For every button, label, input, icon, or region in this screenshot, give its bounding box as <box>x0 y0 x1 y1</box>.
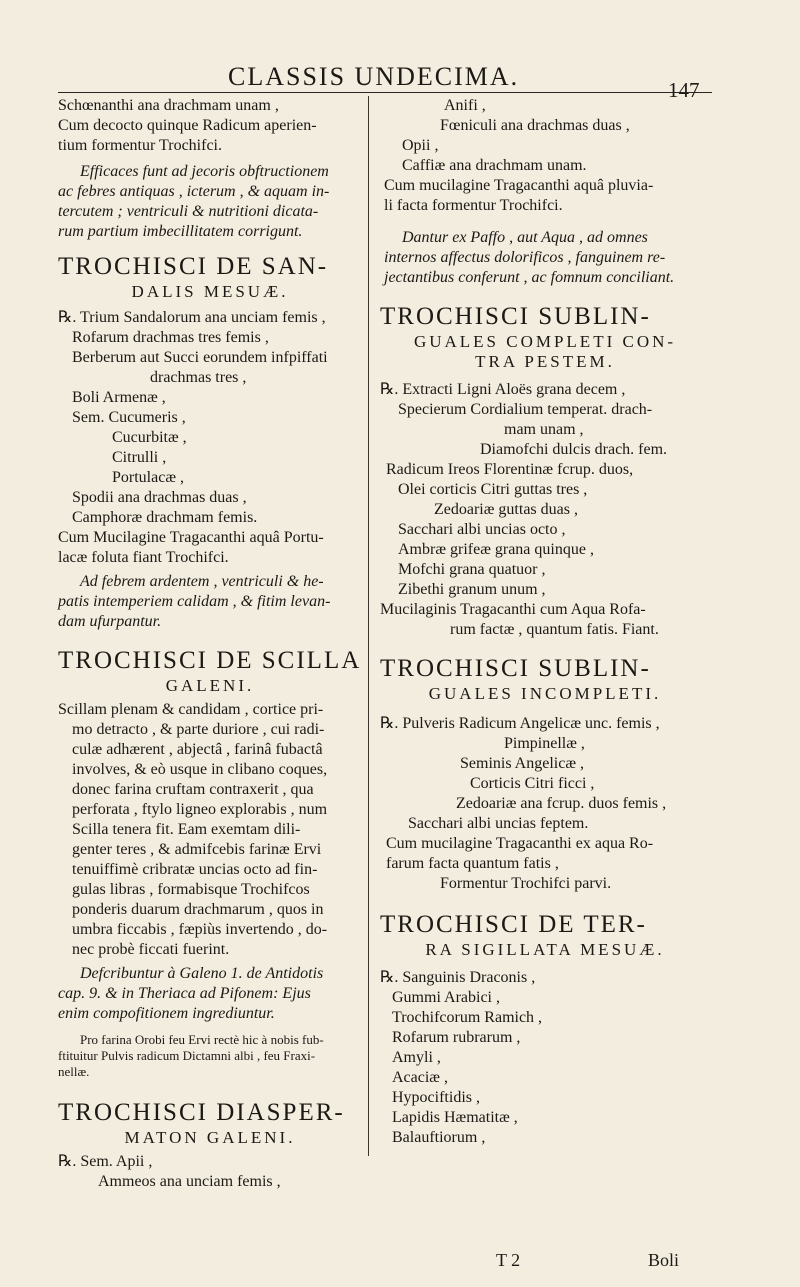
left-column <box>58 96 362 1192</box>
text-line: nec probè ficcati fuerint. <box>72 941 230 958</box>
text-line: Camphoræ drachmam femis. <box>72 509 258 526</box>
heading-subtitle: GALENI. <box>165 676 255 695</box>
text-line: lacæ foluta fiant Trochifci. <box>58 549 229 566</box>
text-line: Scilla tenera fit. Eam exemtam dili- <box>72 821 301 838</box>
section-heading <box>58 252 362 302</box>
heading-subtitle: TRA PESTEM. <box>475 352 615 371</box>
heading-title: TROCHISCI DIASPER- <box>58 1099 345 1126</box>
section-heading <box>380 302 710 372</box>
text-line: perforata , ftylo ligneo explorabis , num <box>72 801 328 818</box>
text-line: Boli Armenæ , <box>72 389 166 406</box>
text-line: li facta formentur Trochifci. <box>384 197 563 214</box>
text-line: culæ adhærent , abjectâ , farinâ fubactâ <box>72 741 323 758</box>
text-line: enim compofitionem ingrediuntur. <box>58 1005 275 1022</box>
paragraph <box>58 96 362 156</box>
text-line: mo detracto , & parte duriore , cui radi- <box>72 721 325 738</box>
text-line: Balauftiorum , <box>392 1129 486 1146</box>
text-line: tium formentur Trochifci. <box>58 137 222 154</box>
text-line: Cum decocto quinque Radicum aperien- <box>58 117 317 134</box>
text-line: Berberum aut Succi eorundem infpiffati <box>72 349 328 366</box>
text-line: dam ufurpantur. <box>58 613 162 630</box>
heading-subtitle: DALIS MESUÆ. <box>131 282 289 301</box>
text-line: Sacchari albi uncias feptem. <box>408 815 589 832</box>
text-line: Cum mucilagine Tragacanthi aquâ pluvia- <box>384 177 654 194</box>
heading-subtitle: GUALES INCOMPLETI. <box>428 684 662 703</box>
recipe <box>380 714 710 894</box>
text-line: ℞. Trium Sandalorum ana unciam femis , <box>58 309 326 326</box>
usage-note <box>58 964 362 1024</box>
text-line: Corticis Citri ficci , <box>470 775 595 792</box>
section-heading <box>58 1098 362 1148</box>
text-line: Ambræ grifeæ grana quinque , <box>398 541 594 558</box>
text-line: Pimpinellæ , <box>504 735 585 752</box>
right-column <box>380 96 710 1148</box>
header-rule <box>58 92 712 93</box>
text-line: ℞. Sem. Apii , <box>58 1153 153 1170</box>
text-line: ℞. Sanguinis Draconis , <box>380 969 536 986</box>
text-line: Efficaces funt ad jecoris obftructionem <box>80 163 329 180</box>
text-line: Rofarum rubrarum , <box>392 1029 521 1046</box>
text-line: umbra ficcabis , fæpiùs invertendo , do- <box>72 921 328 938</box>
heading-subtitle: GUALES COMPLETI CON- <box>413 332 677 351</box>
heading-title: TROCHISCI DE SAN- <box>58 253 329 280</box>
usage-note <box>380 228 710 288</box>
text-line: farum facta quantum fatis , <box>386 855 559 872</box>
text-line: Rofarum drachmas tres femis , <box>72 329 269 346</box>
text-line: Ammeos ana unciam femis , <box>98 1173 281 1190</box>
text-line: drachmas tres , <box>150 369 247 386</box>
text-line: jectantibus conferunt , ac fomnum conciliant. <box>384 269 675 286</box>
recipe <box>380 968 710 1148</box>
text-line: Citrulli , <box>112 449 167 466</box>
footnote <box>58 1032 362 1080</box>
text-line: Cum mucilagine Tragacanthi ex aqua Ro- <box>386 835 654 852</box>
text-line: Fœniculi ana drachmas duas , <box>440 117 630 134</box>
text-line: Sacchari albi uncias octo , <box>398 521 566 538</box>
recipe <box>58 700 362 960</box>
text-line: involves, & eò usque in clibano coques, <box>72 761 328 778</box>
paragraph <box>380 96 710 216</box>
text-line: Sem. Cucumeris , <box>72 409 186 426</box>
text-line: cap. 9. & in Theriaca ad Pifonem: Ejus <box>58 985 311 1002</box>
text-line: Acaciæ , <box>392 1069 448 1086</box>
text-line: Amyli , <box>392 1049 441 1066</box>
text-line: patis intemperiem calidam , & fitim levan- <box>58 593 331 610</box>
text-line: ponderis duarum drachmarum , quos in <box>72 901 324 918</box>
text-line: Opii , <box>402 137 439 154</box>
text-line: Gummi Arabici , <box>392 989 500 1006</box>
text-line: rum partium imbecillitatem corrigunt. <box>58 223 303 240</box>
text-line: Specierum Cordialium temperat. drach- <box>398 401 653 418</box>
text-line: Ad febrem ardentem , ventriculi & he- <box>80 573 324 590</box>
section-heading <box>58 646 362 696</box>
recipe <box>58 1152 362 1192</box>
text-line: Lapidis Hæmatitæ , <box>392 1109 518 1126</box>
text-line: internos affectus dolorificos , fanguinem re- <box>384 249 666 266</box>
text-line: Zedoariæ guttas duas , <box>434 501 578 518</box>
text-line: Defcribuntur à Galeno 1. de Antidotis <box>80 965 324 982</box>
text-line: Caffiæ ana drachmam unam. <box>402 157 587 174</box>
text-line: Mofchi grana quatuor , <box>398 561 546 578</box>
text-line: Zedoariæ ana fcrup. duos femis , <box>456 795 667 812</box>
text-line: ℞. Extracti Ligni Aloës grana decem , <box>380 381 626 398</box>
text-line: donec farina cruftam contraxerit , qua <box>72 781 314 798</box>
text-line: Spodii ana drachmas duas , <box>72 489 247 506</box>
running-title: CLASSIS UNDECIMA. <box>228 62 520 91</box>
text-line: Hypociftidis , <box>392 1089 480 1106</box>
text-line: nellæ. <box>58 1064 90 1079</box>
heading-title: TROCHISCI SUBLIN- <box>380 303 651 330</box>
heading-subtitle: RA SIGILLATA MESUÆ. <box>425 940 665 959</box>
text-line: Dantur ex Paffo , aut Aqua , ad omnes <box>402 229 648 246</box>
text-line: gulas libras , formabisque Trochifcos <box>72 881 310 898</box>
text-line: Radicum Ireos Florentinæ fcrup. duos, <box>386 461 634 478</box>
section-heading <box>380 910 710 960</box>
text-line: mam unam , <box>504 421 584 438</box>
column-divider <box>368 96 369 1156</box>
text-line: Anifi , <box>444 97 486 114</box>
catchword: Boli <box>648 1250 680 1270</box>
text-line: tercutem ; ventriculi & nutritioni dicata- <box>58 203 319 220</box>
text-line: Seminis Angelicæ , <box>460 755 584 772</box>
signature-mark: T 2 <box>496 1250 521 1270</box>
page-number: 147 <box>668 78 700 102</box>
text-line: Portulacæ , <box>112 469 184 486</box>
text-line: Schœnanthi ana drachmam unam , <box>58 97 279 114</box>
text-line: rum factæ , quantum fatis. Fiant. <box>450 621 659 638</box>
heading-subtitle: MATON GALENI. <box>124 1128 296 1147</box>
text-line: ftituitur Pulvis radicum Dictamni albi , feu Fraxi- <box>58 1048 316 1063</box>
text-line: Cucurbitæ , <box>112 429 187 446</box>
recipe <box>58 308 362 568</box>
recipe <box>380 380 710 640</box>
text-line: tenuiffimè cribratæ uncias octo ad fin- <box>72 861 318 878</box>
text-line: Mucilaginis Tragacanthi cum Aqua Rofa- <box>380 601 646 618</box>
heading-title: TROCHISCI SUBLIN- <box>380 655 651 682</box>
text-line: ac febres antiquas , icterum , & aquam in- <box>58 183 330 200</box>
text-line: Trochifcorum Ramich , <box>392 1009 543 1026</box>
heading-title: TROCHISCI DE TER- <box>380 911 647 938</box>
text-line: Zibethi granum unum , <box>398 581 546 598</box>
usage-note <box>58 572 362 632</box>
text-line: Olei corticis Citri guttas tres , <box>398 481 588 498</box>
text-line: Formentur Trochifci parvi. <box>440 875 612 892</box>
text-line: genter teres , & admifcebis farinæ Ervi <box>72 841 322 858</box>
text-line: Diamofchi dulcis drach. fem. <box>480 441 668 458</box>
usage-note <box>58 162 362 242</box>
text-line: Cum Mucilagine Tragacanthi aquâ Portu- <box>58 529 324 546</box>
text-line: Pro farina Orobi feu Ervi rectè hic à nobis fub- <box>80 1032 324 1047</box>
section-heading <box>380 654 710 704</box>
text-line: ℞. Pulveris Radicum Angelicæ unc. femis , <box>380 715 660 732</box>
text-line: Scillam plenam & candidam , cortice pri- <box>58 701 324 718</box>
heading-title: TROCHISCI DE SCILLA <box>58 647 362 674</box>
